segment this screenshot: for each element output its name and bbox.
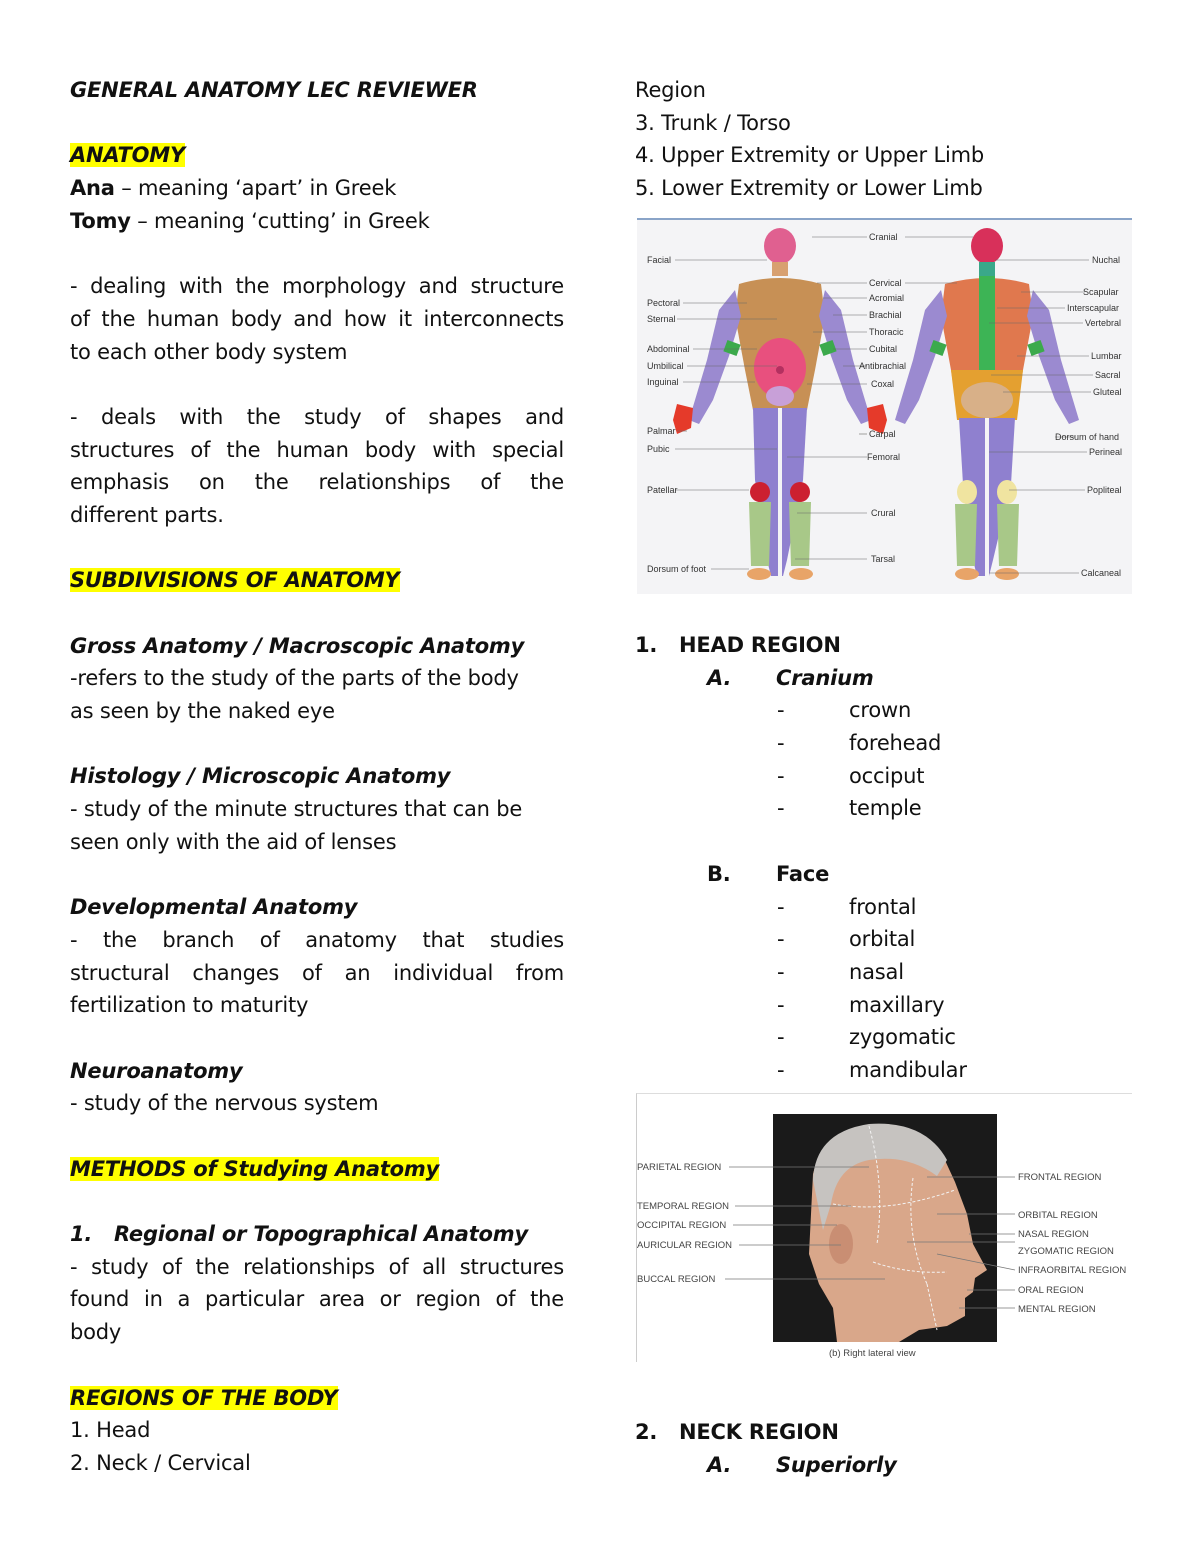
body-label-center: Femoral — [867, 452, 901, 462]
body-label-right: Nuchal — [1092, 255, 1121, 265]
regions-list-item: 5. Lower Extremity or Lower Limb — [635, 176, 983, 201]
cranium-item: - forehead — [777, 731, 942, 756]
gross-anatomy-line: as seen by the naked eye — [70, 699, 335, 724]
head-figure-caption: (b) Right lateral view — [829, 1348, 916, 1359]
body-regions-illustration — [637, 220, 1132, 592]
head-label-right: INFRAORBITAL REGION — [1018, 1265, 1127, 1276]
body-label-center: Crural — [871, 508, 896, 518]
cranium-heading: A. Cranium — [707, 665, 874, 690]
body-label-right: Scapular — [1083, 287, 1119, 297]
regions-list-item: 4. Upper Extremity or Upper Limb — [635, 143, 984, 168]
developmental-line: fertilization to maturity — [70, 993, 309, 1018]
superiorly-heading: A. Superiorly — [707, 1452, 897, 1477]
tomy-definition: Tomy – meaning ‘cutting’ in Greek — [70, 208, 430, 233]
body-label-right: Vertebral — [1085, 318, 1122, 328]
anterior-body-figure — [673, 228, 887, 580]
head-label-left: AURICULAR REGION — [637, 1240, 733, 1251]
regions-list-item: 1. Head — [70, 1418, 151, 1443]
developmental-line: - the branch of anatomy that studies — [70, 927, 564, 952]
face-item: - maxillary — [777, 992, 945, 1017]
developmental-line: structural changes of an individual from — [70, 960, 564, 985]
face-item: - mandibular — [777, 1057, 967, 1082]
body-label-center: Acromial — [869, 293, 905, 303]
head-region-section — [635, 629, 1132, 1087]
body-regions-figure — [637, 218, 1132, 594]
methods-heading: METHODS of Studying Anatomy — [70, 1156, 440, 1181]
head-label-right: FRONTAL REGION — [1018, 1172, 1102, 1183]
body-label-left: Pubic — [647, 444, 670, 454]
document-title: GENERAL ANATOMY LEC REVIEWER — [70, 78, 478, 102]
body-label-center: Cranial — [869, 232, 898, 242]
head-label-left: PARIETAL REGION — [637, 1162, 722, 1173]
ana-definition: Ana – meaning ‘apart’ in Greek — [70, 176, 397, 201]
posterior-body-figure — [895, 228, 1079, 580]
body-label-right: Sacral — [1095, 370, 1121, 380]
body-label-right: Interscapular — [1067, 303, 1120, 313]
body-label-center: Thoracic — [869, 327, 904, 337]
body-label-left: Facial — [647, 255, 672, 265]
face-item: - orbital — [777, 927, 916, 952]
body-label-left: Umbilical — [647, 361, 684, 371]
subdivisions-heading: SUBDIVISIONS OF ANATOMY — [70, 568, 400, 593]
face-item: - nasal — [777, 959, 904, 984]
ear — [829, 1224, 853, 1264]
gross-anatomy-line: -refers to the study of the parts of the body — [70, 666, 519, 691]
regions-list-item: Region — [635, 78, 706, 102]
head-label-left: BUCCAL REGION — [637, 1274, 716, 1285]
head-region-heading: 1. HEAD REGION — [635, 633, 841, 657]
head-label-right: ORAL REGION — [1018, 1285, 1084, 1296]
definition-line: - deals with the study of shapes and — [70, 404, 564, 429]
body-label-center: Carpal — [869, 429, 896, 439]
body-label-center: Brachial — [869, 310, 902, 320]
body-label-right: Perineal — [1089, 447, 1123, 457]
regions-list-item: 2. Neck / Cervical — [70, 1450, 251, 1475]
body-label-right: Calcaneal — [1081, 568, 1122, 578]
body-label-left: Sternal — [647, 314, 676, 324]
body-label-center: Tarsal — [871, 554, 896, 564]
histology-line: - study of the minute structures that can be — [70, 797, 523, 822]
cranium-item: - crown — [777, 698, 912, 723]
definition-line: to each other body system — [70, 339, 348, 364]
head-label-left: TEMPORAL REGION — [637, 1201, 730, 1212]
regions-heading: REGIONS OF THE BODY — [70, 1385, 338, 1410]
head-regions-illustration — [637, 1094, 1132, 1362]
body-label-left: Dorsum of foot — [647, 564, 707, 574]
neck-region-section — [635, 1416, 1132, 1481]
face-item: - zygomatic — [777, 1025, 956, 1050]
regional-line: - study of the relationships of all structures — [70, 1254, 564, 1279]
developmental-heading: Developmental Anatomy — [70, 895, 358, 920]
histology-line: seen only with the aid of lenses — [70, 829, 397, 854]
neuroanatomy-heading: Neuroanatomy — [70, 1058, 243, 1083]
right-column — [635, 74, 1132, 205]
regional-heading: 1. Regional or Topographical Anatomy — [70, 1222, 528, 1247]
body-label-right: Popliteal — [1087, 485, 1122, 495]
body-label-right: Lumbar — [1091, 351, 1122, 361]
body-label-center: Cubital — [869, 344, 898, 354]
head-label-right: ZYGOMATIC REGION — [1018, 1246, 1114, 1257]
head-label-right: NASAL REGION — [1018, 1229, 1089, 1240]
definition-line: - dealing with the morphology and structure — [70, 274, 564, 299]
body-label-left: Abdominal — [647, 344, 690, 354]
head-regions-figure — [636, 1093, 1132, 1362]
body-label-right: Dorsum of hand — [1055, 432, 1120, 442]
face-heading: B. Face — [707, 861, 830, 886]
body-label-right: Gluteal — [1093, 387, 1122, 397]
head-label-right: MENTAL REGION — [1018, 1304, 1096, 1315]
body-label-left: Inguinal — [647, 377, 679, 387]
body-label-center: Coxal — [871, 379, 895, 389]
body-label-left: Patellar — [647, 485, 678, 495]
cranium-item: - occiput — [777, 763, 925, 788]
left-column — [70, 74, 564, 1480]
anatomy-heading: ANATOMY — [70, 143, 185, 168]
body-label-center: Cervical — [869, 278, 902, 288]
cranium-item: - temple — [777, 796, 922, 821]
definition-line: emphasis on the relationships of the — [70, 470, 564, 495]
body-region-labels — [647, 232, 1122, 578]
histology-heading: Histology / Microscopic Anatomy — [70, 764, 451, 789]
body-label-left: Palmar — [647, 426, 676, 436]
regional-line: found in a particular area or region of the — [70, 1287, 564, 1312]
definition-line: of the human body and how it interconnects — [70, 306, 564, 331]
gross-anatomy-heading: Gross Anatomy / Macroscopic Anatomy — [70, 633, 525, 658]
regional-line: body — [70, 1320, 122, 1345]
face-item: - frontal — [777, 894, 917, 919]
body-label-left: Pectoral — [647, 298, 681, 308]
definition-line: structures of the human body with special — [70, 437, 564, 462]
body-label-center: Antibrachial — [859, 361, 907, 371]
head-label-left: OCCIPITAL REGION — [637, 1220, 727, 1231]
neck-region-heading: 2. NECK REGION — [635, 1420, 839, 1444]
neuroanatomy-line: - study of the nervous system — [70, 1091, 379, 1116]
definition-line: different parts. — [70, 502, 224, 527]
regions-list-item: 3. Trunk / Torso — [635, 110, 791, 135]
head-label-right: ORBITAL REGION — [1018, 1210, 1098, 1221]
